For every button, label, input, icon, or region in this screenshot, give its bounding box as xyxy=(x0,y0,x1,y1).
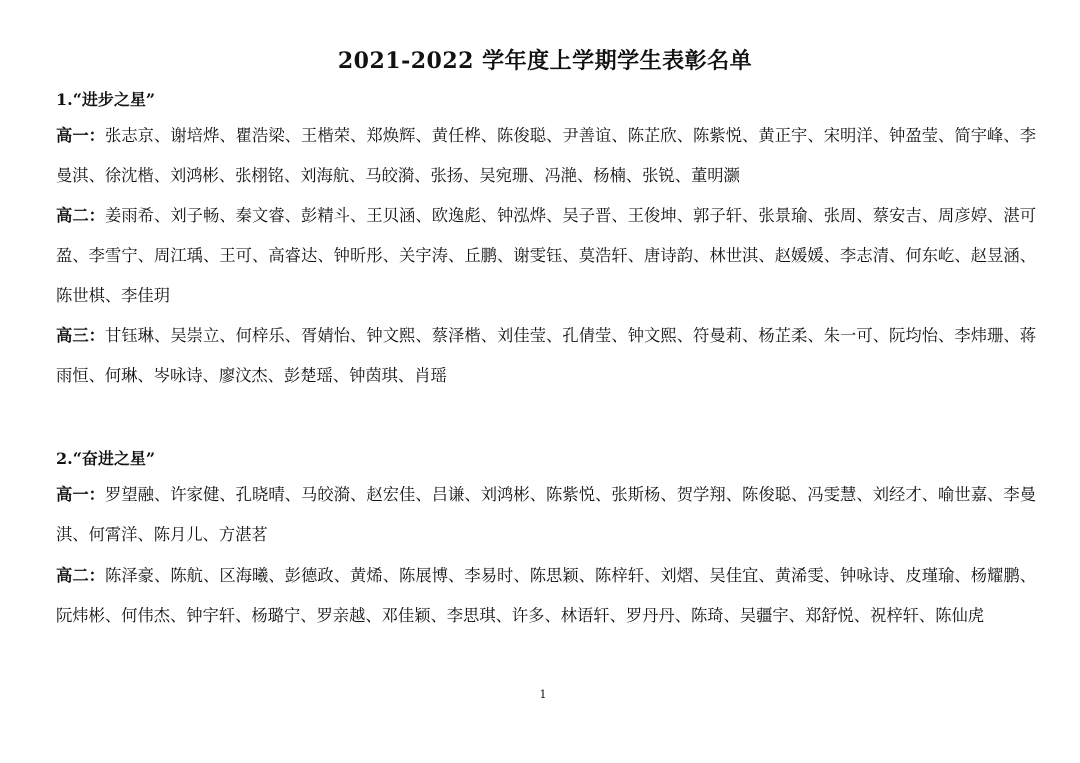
grade-label: 高二： xyxy=(56,566,106,585)
grade-label: 高一： xyxy=(56,485,106,504)
grade-block-section2-grade1 xyxy=(56,475,1036,555)
student-names: 陈泽豪、陈航、区海曦、彭德政、黄烯、陈展博、李易时、陈思颖、陈梓轩、刘熠、吴佳宜、黄浠雯、钟咏诗、皮瑾瑜、杨耀鹏、阮炜彬、何伟杰、钟宇轩、杨璐宁、罗亲越、邓佳颖、李思琪、许多、林语轩、罗丹丹、陈琦、吴疆宇、郑舒悦、祝梓轩、陈仙虎 xyxy=(56,566,1036,625)
student-names: 罗望融、许家健、孔晓晴、马皎漪、赵宏佳、吕谦、刘鸿彬、陈紫悦、张斯杨、贺学翔、陈俊聪、冯雯慧、刘经才、喻世嘉、李曼淇、何霄洋、陈月儿、方湛茗 xyxy=(56,485,1036,544)
grade-block-section1-grade1 xyxy=(56,116,1036,196)
page-number: 1 xyxy=(539,688,547,701)
grade-block-section1-grade2 xyxy=(56,196,1036,316)
student-names: 张志京、谢培烨、瞿浩梁、王楷荣、郑焕辉、黄任桦、陈俊聪、尹善谊、陈芷欣、陈紫悦、黄正宇、宋明洋、钟盈莹、简宇峰、李曼淇、徐沈楷、刘鸿彬、张栩铭、刘海航、马皎漪、张扬、吴宛珊、冯滟、杨楠、张锐、董明灏 xyxy=(56,126,1036,185)
grade-label: 高二： xyxy=(56,206,106,225)
section-heading-endeavor-star: 2.“奋进之星” xyxy=(56,449,156,468)
grade-block-section1-grade3 xyxy=(56,316,1036,396)
grade-label: 高三： xyxy=(56,326,106,345)
student-names: 甘钰琳、吴崇立、何梓乐、胥婧怡、钟文熙、蔡泽楷、刘佳莹、孔倩莹、钟文熙、符曼莉、杨芷柔、朱一可、阮均怡、李炜珊、蒋雨恒、何琳、岑咏诗、廖汶杰、彭楚瑶、钟茵琪、肖瑶 xyxy=(56,326,1036,385)
document-title: 2021-2022 学年度上学期学生表彰名单 xyxy=(337,48,753,74)
grade-label: 高一： xyxy=(56,126,106,145)
student-names: 姜雨希、刘子畅、秦文睿、彭精斗、王贝涵、欧逸彪、钟泓烨、吴子晋、王俊坤、郭子轩、张景瑜、张周、蔡安吉、周彦婷、湛可盈、李雪宁、周江瑀、王可、高睿达、钟昕彤、关宇涛、丘鹏、谢雯钰、莫浩轩、唐诗韵、林世淇、赵媛媛、李志清、何东屹、赵昱涵、陈世棋、李佳玥 xyxy=(56,206,1036,305)
section-heading-progress-star: 1.“进步之星” xyxy=(56,90,156,109)
grade-block-section2-grade2 xyxy=(56,556,1036,636)
